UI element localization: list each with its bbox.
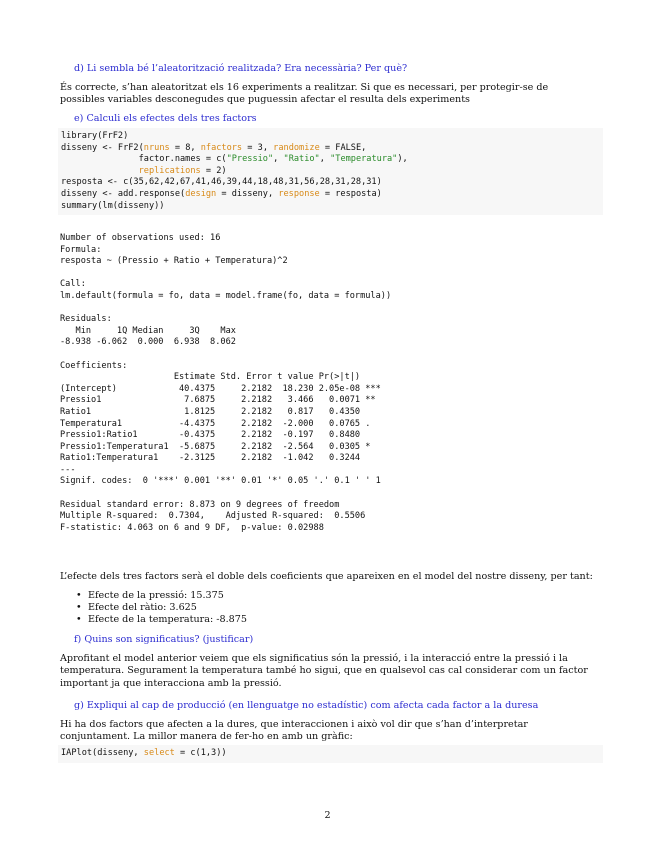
r-output: Number of observations used: 16 Formula: resposta ~ (Pressio + Ratio + Temperatura)^2 Call: lm.default(formula = fo, data = model.frame(fo, data = formula)) Residuals: Min 1Q Median 3Q Max -8.938 -6.062 0.000 6.938 8.062 Coefficients: Estimate Std. Error t value Pr(>|t|) (Intercept) 40.4375 2.2182 18.230 2.05e-08 *** Pressio1 7.6875 2.2182 3.466 0.0071 ** Ratio1 1.8125 2.2182 0.817 0.4350 Temperatura1 -4.4375 2.2182 -2.000 0.0765 . Pressio1:Ratio1 -0.4375 2.2182 -0.197 0.8480 Pressio1:Temperatura1 -5.6875 2.2182 -2.564 0.0305 * Ratio1:Temperatura1 -2.3125 2.2182 -1.042 0.3244 --- Signif. codes: 0 '***' 0.001 '**' 0.01 '*' 0.05 '.' 0.1 ' ' 1 Residual standard error: 8.873 on 9 degrees of freedom Multiple R-squared: 0.7304, Adjusted R-squared: 0.5506 F-statistic: 4.063 on 6 and 9 DF, p-value: 0.02988 (60, 233, 392, 533)
answer-d: És correcte, s’han aleatoritzat els 16 experiments a realitzar. Si que es necessari, per protegir-se de possibles variables desconegudes que puguessin afectar el resulta dels experiments (60, 82, 549, 106)
question-d: d) Li sembla bé l’aleatorització realitzada? Era necessària? Per què? (74, 63, 408, 74)
code-line: replications = 2) (138, 165, 227, 176)
code-line: factor.names = c("Pressio", "Ratio", "Temperatura"), (61, 154, 408, 165)
list-item: • Efecte de la pressió: 15.375 (88, 590, 247, 602)
answer-g: Hi ha dos factors que afecten a la dures, que interaccionen i això vol dir que s’han d’interpretar conjuntament. La millor manera de fer-ho en amb un gràfic: (60, 719, 528, 743)
code-line: library(FrF2) (61, 131, 129, 141)
page-number: 2 (324, 810, 331, 821)
code-block-1 (58, 128, 603, 215)
effects-intro: L’efecte dels tres factors serà el doble dels coeficients que apareixen en el model del nostre disseny, per tant: (60, 571, 593, 582)
question-g: g) Expliqui al cap de producció (en llenguatge no estadístic) com afecta cada factor a la duresa (74, 700, 539, 711)
question-f: f) Quins son significatius? (justificar) (74, 634, 254, 645)
code-block-2 (58, 745, 603, 763)
code-line: disseny <- FrF2(nruns = 8, nfactors = 3, randomize = FALSE, (61, 142, 367, 153)
code-line: summary(lm(disseny)) (61, 200, 165, 211)
code-line: resposta <- c(35,62,42,67,41,46,39,44,18,48,31,56,28,31,28,31) (61, 177, 382, 188)
code-line: IAPlot(disseny, select = c(1,3)) (61, 748, 227, 758)
code-line: disseny <- add.response(design = disseny, response = resposta) (61, 188, 382, 199)
effects-list (60, 590, 247, 627)
question-e: e) Calculi els efectes dels tres factors (74, 113, 257, 124)
answer-f: Aprofitant el model anterior veiem que els significatius són la pressió, i la interacció entre la pressió i la temperatura. Segurament la temperatura també ho sigui, que en qualsevol cas cal considerar com un factor important ja que interacciona amb la pressió. (60, 653, 588, 689)
list-item: • Efecte del ràtio: 3.625 (88, 602, 247, 614)
list-item: • Efecte de la temperatura: -8.875 (88, 614, 247, 626)
